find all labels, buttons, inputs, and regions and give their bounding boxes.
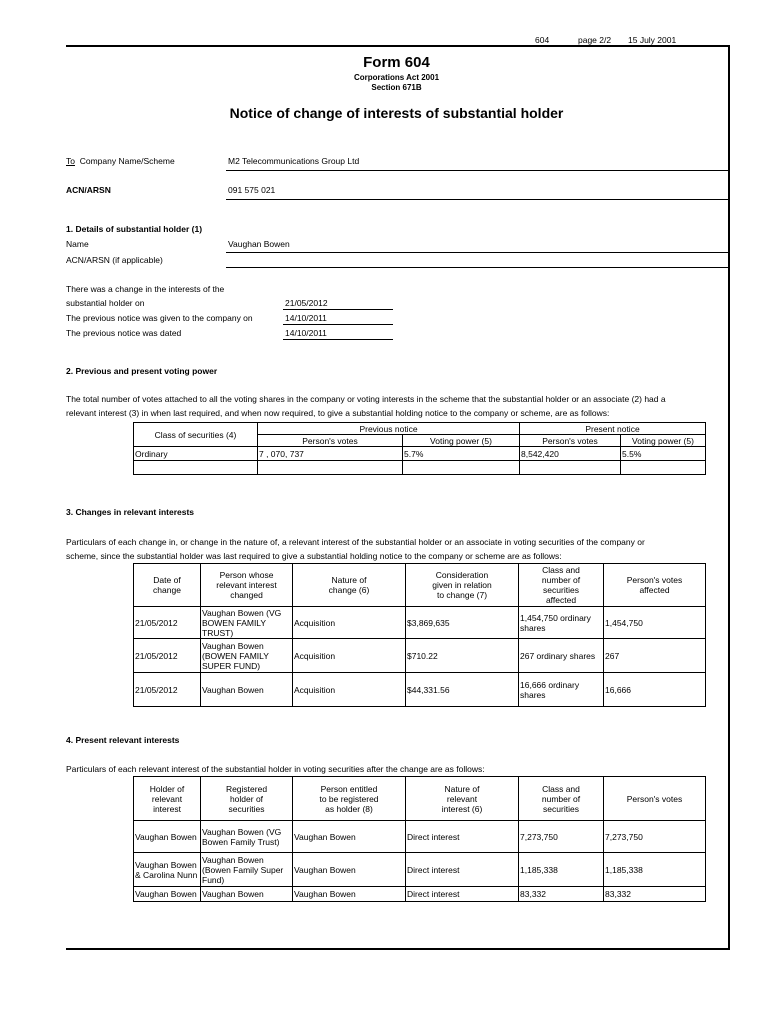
cell-class: 16,666 ordinary shares [519, 673, 604, 707]
section3-para1: Particulars of each change in, or change in the nature of, a relevant interest of the substantial holder or an associate in voting securities of the company or [66, 537, 645, 547]
present-interests-table [133, 776, 706, 902]
holder-acn-label: ACN/ARSN (if applicable) [66, 255, 163, 265]
change-text-line2: substantial holder on [66, 298, 145, 308]
table-row [134, 887, 706, 902]
cell-prev-votes: 7 , 070, 737 [258, 447, 403, 461]
voting-power-table [133, 422, 706, 475]
change-text-line1: There was a change in the interests of the [66, 284, 225, 294]
section2-para1: The total number of votes attached to all the voting shares in the company or voting interests in the scheme that the substantial holder or an associate (2) had a [66, 394, 666, 404]
cell-votes: 267 [604, 639, 706, 673]
prev-dated-label: The previous notice was dated [66, 328, 182, 338]
section4-heading: 4. Present relevant interests [66, 735, 180, 745]
cell-votes: 16,666 [604, 673, 706, 707]
cell-consideration: $3,869,635 [406, 607, 519, 639]
h-votes: Person's votes [604, 777, 706, 821]
cell-pres-power: 5.5% [621, 447, 706, 461]
prev-given-label: The previous notice was given to the company on [66, 313, 253, 323]
company-name: M2 Telecommunications Group Ltd [228, 156, 360, 166]
section4-para1: Particulars of each relevant interest of the substantial holder in voting securities after the change are as follows: [66, 764, 485, 774]
cell-votes: 7,273,750 [604, 821, 706, 853]
cell-entitled: Vaughan Bowen [293, 821, 406, 853]
form-number: 604 [535, 35, 550, 45]
acn-line [226, 199, 728, 200]
cell-person: Vaughan Bowen [201, 673, 293, 707]
prev-given-date: 14/10/2011 [285, 313, 327, 323]
cell-registered: Vaughan Bowen (Bowen Family Super Fund) [201, 853, 293, 887]
cell-nature: Acquisition [293, 639, 406, 673]
h-consideration: Consideration given in relation to change (7) [406, 564, 519, 607]
company-name-line [226, 170, 728, 171]
cell-nature: Direct interest [406, 887, 519, 902]
h-nature: Nature of relevant interest (6) [406, 777, 519, 821]
cell-nature: Direct interest [406, 821, 519, 853]
table-row [134, 607, 706, 639]
table-row-empty [134, 461, 706, 475]
col-prev-power-header: Voting power (5) [403, 435, 520, 447]
holder-acn-line [226, 267, 728, 268]
cell-entitled: Vaughan Bowen [293, 887, 406, 902]
acn-label: ACN/ARSN [66, 185, 111, 195]
cell-nature: Acquisition [293, 673, 406, 707]
cell-consideration: $44,331.56 [406, 673, 519, 707]
table-row [134, 821, 706, 853]
holder-name: Vaughan Bowen [228, 239, 290, 249]
cell-holder: Vaughan Bowen [134, 887, 201, 902]
cell-person: Vaughan Bowen (BOWEN FAMILY SUPER FUND) [201, 639, 293, 673]
form-title: Form 604 [363, 54, 430, 71]
cell-person: Vaughan Bowen (VG BOWEN FAMILY TRUST) [201, 607, 293, 639]
col-class-header: Class of securities (4) [134, 423, 258, 447]
table-row [134, 447, 706, 461]
h-person-changed: Person whose relevant interest changed [201, 564, 293, 607]
cell-votes: 83,332 [604, 887, 706, 902]
cell-class: Ordinary [134, 447, 258, 461]
cell-votes: 1,185,338 [604, 853, 706, 887]
table-row [134, 673, 706, 707]
h-date-of-change: Date of change [134, 564, 201, 607]
col-previous-header: Previous notice [258, 423, 520, 435]
prev-dated-line [283, 339, 393, 340]
section3-heading: 3. Changes in relevant interests [66, 507, 195, 517]
cell-registered: Vaughan Bowen (VG Bowen Family Trust) [201, 821, 293, 853]
h-registered: Registered holder of securities [201, 777, 293, 821]
change-date: 21/05/2012 [285, 298, 328, 308]
cell-class: 7,273,750 [519, 821, 604, 853]
cell-class: 1,185,338 [519, 853, 604, 887]
cell-prev-power: 5.7% [403, 447, 520, 461]
page-number: page 2/2 [578, 35, 612, 45]
h-votes-affected: Person's votes affected [604, 564, 706, 607]
cell-entitled: Vaughan Bowen [293, 853, 406, 887]
cell-nature: Direct interest [406, 853, 519, 887]
cell-class: 1,454,750 ordinary shares [519, 607, 604, 639]
changes-table [133, 563, 706, 707]
table-row [134, 853, 706, 887]
section2-para2: relevant interest (3) in when last required, and when now required, to give a substantial holding notice to the company or scheme, are as follows: [66, 408, 610, 418]
change-date-line [283, 309, 393, 310]
col-prev-votes-header: Person's votes [258, 435, 403, 447]
notice-title: Notice of change of interests of substantial holder [229, 105, 564, 121]
cell-holder: Vaughan Bowen [134, 821, 201, 853]
h-class-number: Class and number of securities affected [519, 564, 604, 607]
cell-pres-votes: 8,542,420 [520, 447, 621, 461]
cell-nature: Acquisition [293, 607, 406, 639]
cell-consideration: $710.22 [406, 639, 519, 673]
right-border [728, 45, 730, 950]
h-holder: Holder of relevant interest [134, 777, 201, 821]
h-class-number: Class and number of securities [519, 777, 604, 821]
section-label: Section 671B [371, 83, 422, 92]
col-present-header: Present notice [520, 423, 706, 435]
bottom-rule [66, 948, 730, 950]
prev-given-line [283, 324, 393, 325]
cell-date: 21/05/2012 [134, 673, 201, 707]
cell-votes: 1,454,750 [604, 607, 706, 639]
cell-date: 21/05/2012 [134, 639, 201, 673]
section1-heading: 1. Details of substantial holder (1) [66, 224, 203, 234]
act-label: Corporations Act 2001 [353, 73, 440, 82]
section3-para2: scheme, since the substantial holder was last required to give a substantial holding notice to the company or scheme are as follows: [66, 551, 562, 561]
cell-class: 83,332 [519, 887, 604, 902]
table-row [134, 639, 706, 673]
col-pres-votes-header: Person's votes [520, 435, 621, 447]
section2-heading: 2. Previous and present voting power [66, 366, 218, 376]
to-label: To Company Name/Scheme [66, 156, 175, 166]
acn-value: 091 575 021 [228, 185, 276, 195]
cell-class: 267 ordinary shares [519, 639, 604, 673]
prev-dated-date: 14/10/2011 [285, 328, 327, 338]
col-pres-power-header: Voting power (5) [621, 435, 706, 447]
cell-registered: Vaughan Bowen [201, 887, 293, 902]
form-date: 15 July 2001 [628, 35, 677, 45]
h-nature-of-change: Nature of change (6) [293, 564, 406, 607]
holder-name-label: Name [66, 239, 89, 249]
cell-holder: Vaughan Bowen & Carolina Nunn [134, 853, 201, 887]
h-entitled: Person entitled to be registered as holder (8) [293, 777, 406, 821]
top-rule [66, 45, 730, 47]
holder-name-line [226, 252, 728, 253]
cell-date: 21/05/2012 [134, 607, 201, 639]
